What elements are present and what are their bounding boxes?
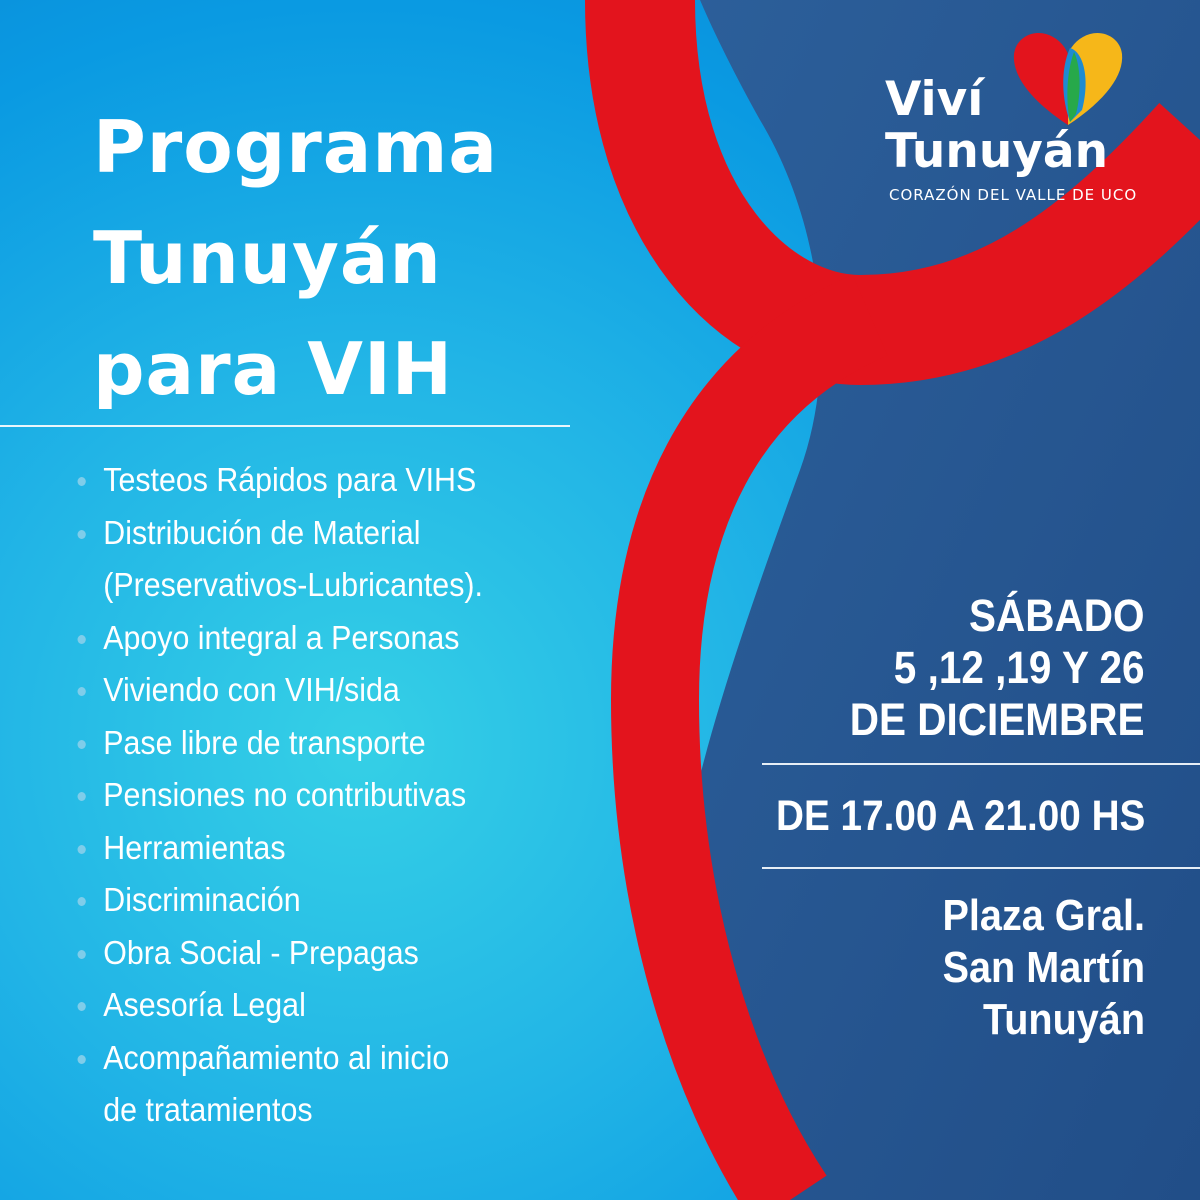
event-location: [942, 890, 1145, 1046]
service-item: Asesoría Legal: [72, 979, 483, 1032]
event-dates: 5 ,12 ,19 Y 26: [894, 642, 1145, 693]
heart-icon: [1010, 30, 1128, 130]
info-divider-1: [762, 763, 1200, 765]
title-line-2: Tunuyán: [93, 216, 442, 300]
title-line-3: para VIH: [93, 327, 454, 411]
page-title: [93, 92, 498, 425]
logo-text-vivi: Viví: [885, 72, 984, 127]
service-item: Pensiones no contributivas: [72, 769, 483, 822]
service-item: Viviendo con VIH/sida: [72, 664, 483, 717]
vivi-tunuyan-logo: [885, 30, 1138, 220]
service-item: Obra Social - Prepagas: [72, 927, 483, 980]
service-item: Distribución de Material: [72, 507, 483, 560]
event-time-text: DE 17.00 A 21.00 HS: [775, 792, 1145, 840]
service-item: (Preservativos-Lubricantes).: [103, 566, 483, 603]
event-date: [850, 590, 1145, 746]
service-item: Apoyo integral a Personas: [72, 612, 483, 665]
services-list: [72, 454, 483, 1137]
location-line-3: Tunuyán: [982, 995, 1145, 1044]
service-item: de tratamientos: [103, 1091, 313, 1128]
location-line-1: Plaza Gral.: [942, 891, 1145, 940]
service-item: Testeos Rápidos para VIHS: [72, 454, 483, 507]
event-month: DE DICIEMBRE: [850, 694, 1145, 745]
event-day: SÁBADO: [969, 590, 1145, 641]
logo-text-tunuyan: Tunuyán: [885, 124, 1109, 179]
title-divider: [0, 425, 570, 427]
service-item: Herramientas: [72, 822, 483, 875]
info-divider-2: [762, 867, 1200, 869]
title-line-1: Programa: [93, 105, 498, 189]
service-item: Discriminación: [72, 874, 483, 927]
event-time: [776, 790, 1145, 842]
service-item: Pase libre de transporte: [72, 717, 483, 770]
service-item: Acompañamiento al inicio: [72, 1032, 483, 1085]
logo-tagline: CORAZÓN DEL VALLE DE UCO: [889, 186, 1138, 204]
location-line-2: San Martín: [942, 943, 1145, 992]
